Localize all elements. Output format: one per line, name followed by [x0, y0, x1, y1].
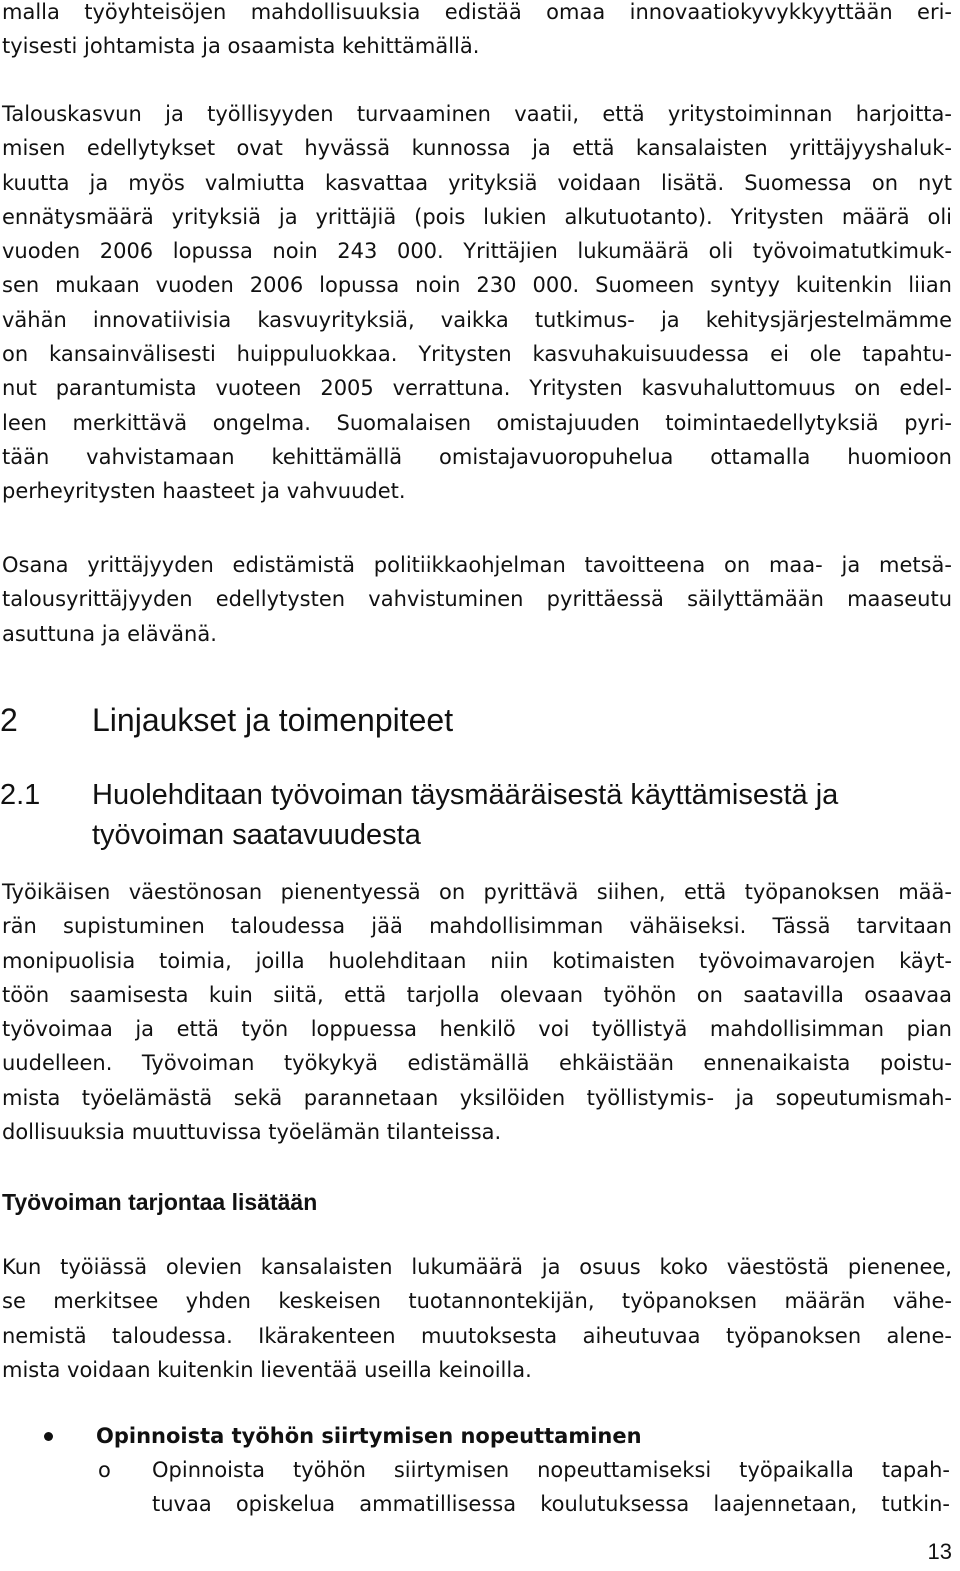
text-line: tyisesti johtamista ja osaamista kehittämällä. — [2, 34, 480, 59]
paragraph-continuation — [2, 0, 952, 64]
text-line: uudelleen. Työvoiman työkykyä edistämällä ehkäistään ennenaikaista poistu- — [2, 1051, 952, 1076]
text-line: rän supistuminen taloudessa jää mahdollisimman vähäiseksi. Tässä tarvitaan — [2, 914, 952, 939]
text-line: tään vahvistamaan kehittämällä omistajavuoropuhelua ottamalla huomioon — [2, 444, 952, 469]
text-line: nemistä taloudessa. Ikärakenteen muutoksesta aiheutuvaa työpanoksen alene- — [2, 1323, 952, 1348]
text-line: dollisuuksia muuttuvissa työelämän tilanteissa. — [2, 1120, 502, 1145]
text-line: leen merkittävä ongelma. Suomalaisen omistajuuden toimintaedellytyksiä pyri- — [2, 410, 952, 435]
text-line: töön saamisesta kuin siitä, että tarjolla olevaan työhön on saatavilla osaavaa — [2, 982, 952, 1007]
subsection-heading — [0, 775, 950, 855]
text-line: on kansainvälisesti huippuluokkaa. Yritysten kasvuhakuisuudessa ei ole tapahtu- — [2, 342, 952, 367]
text-line: ennätysmäärä yrityksiä ja yrittäjiä (pois lukien alkutuotanto). Yritysten määrä oli — [2, 204, 952, 229]
text-line: misen edellytykset ovat hyvässä kunnossa ja että kansalaisten yrittäjyyshaluk- — [2, 136, 952, 161]
text-line: talousyrittäjyyden edellytysten vahvistuminen pyrittäessä säilyttämään maaseutu — [2, 587, 952, 612]
text-line: malla työyhteisöjen mahdollisuuksia edistää omaa innovaatiokyvykkyyttään eri- — [2, 0, 952, 24]
subsection-number: 2.1 — [0, 779, 41, 811]
text-line: tuvaa opiskelua ammatillisessa koulutuksessa laajennetaan, tutkin- — [152, 1492, 950, 1516]
text-line: Kun työiässä olevien kansalaisten lukumäärä ja osuus koko väestöstä pienenee, — [2, 1255, 952, 1279]
text-line: vähän innovatiivisia kasvuyrityksiä, vaikka tutkimus- ja kehitysjärjestelmämme — [2, 307, 952, 332]
text-line: se merkitsee yhden keskeisen tuotannontekijän, työpanoksen määrän vähe- — [2, 1289, 952, 1314]
paragraph-rural-entrepreneurship — [2, 548, 952, 651]
text-line: monipuolisia toimia, joilla huolehditaan niin kotimaisten työvoimavarojen käyt- — [2, 948, 952, 973]
section-number: 2 — [0, 702, 18, 738]
subsection-title: Huolehditaan työvoiman täysmääräisestä käyttämisestä ja työvoiman saatavuudesta — [92, 779, 839, 851]
paragraph-labour-supply — [2, 1250, 952, 1387]
text-line: Opinnoista työhön siirtymisen nopeuttamiseksi työpaikalla tapah- — [152, 1458, 950, 1482]
text-line: työvoimaa ja että työn loppuessa henkilö voi työllistyä mahdollisimman pian — [2, 1017, 952, 1042]
text-line: Osana yrittäjyyden edistämistä politiikkaohjelman tavoitteena on maa- ja metsä- — [2, 553, 952, 577]
text-line: perheyritysten haasteet ja vahvuudet. — [2, 479, 406, 504]
text-line: kuutta ja myös valmiutta kasvattaa yrityksiä voidaan lisätä. Suomessa on nyt — [2, 170, 952, 195]
text-line: vuoden 2006 lopussa noin 243 000. Yrittäjien lukumäärä oli työvoimatutkimuk- — [2, 239, 952, 264]
paragraph-workforce — [2, 875, 952, 1149]
text-line: mista voidaan kuitenkin lieventää useilla keinoilla. — [2, 1357, 532, 1382]
page-number: 13 — [927, 1539, 952, 1564]
text-line: Talouskasvun ja työllisyyden turvaaminen vaatii, että yritystoiminnan harjoitta- — [2, 102, 952, 126]
text-line: mista työelämästä sekä parannetaan yksilöiden työllistymis- ja sopeutumismah- — [2, 1085, 952, 1110]
text-line: sen mukaan vuoden 2006 lopussa noin 230 000. Suomeen syntyy kuitenkin liian — [2, 273, 952, 298]
section-heading — [0, 700, 453, 740]
topic-heading: Työvoiman tarjontaa lisätään — [2, 1189, 318, 1215]
sub-bullet-text — [152, 1453, 950, 1521]
bullet-dot-icon — [44, 1432, 53, 1441]
text-line: nut parantumista vuoteen 2005 verrattuna. Yritysten kasvuhaluttomuus on edel- — [2, 376, 952, 401]
paragraph-business-growth — [2, 97, 952, 509]
text-line: Työikäisen väestönosan pienentyessä on pyrittävä siihen, että työpanoksen mää- — [2, 880, 952, 904]
section-title: Linjaukset ja toimenpiteet — [92, 702, 454, 738]
bullet-label: Opinnoista työhön siirtymisen nopeuttaminen — [96, 1424, 642, 1448]
text-line: asuttuna ja elävänä. — [2, 621, 217, 646]
sub-bullet-marker: o — [98, 1458, 111, 1482]
